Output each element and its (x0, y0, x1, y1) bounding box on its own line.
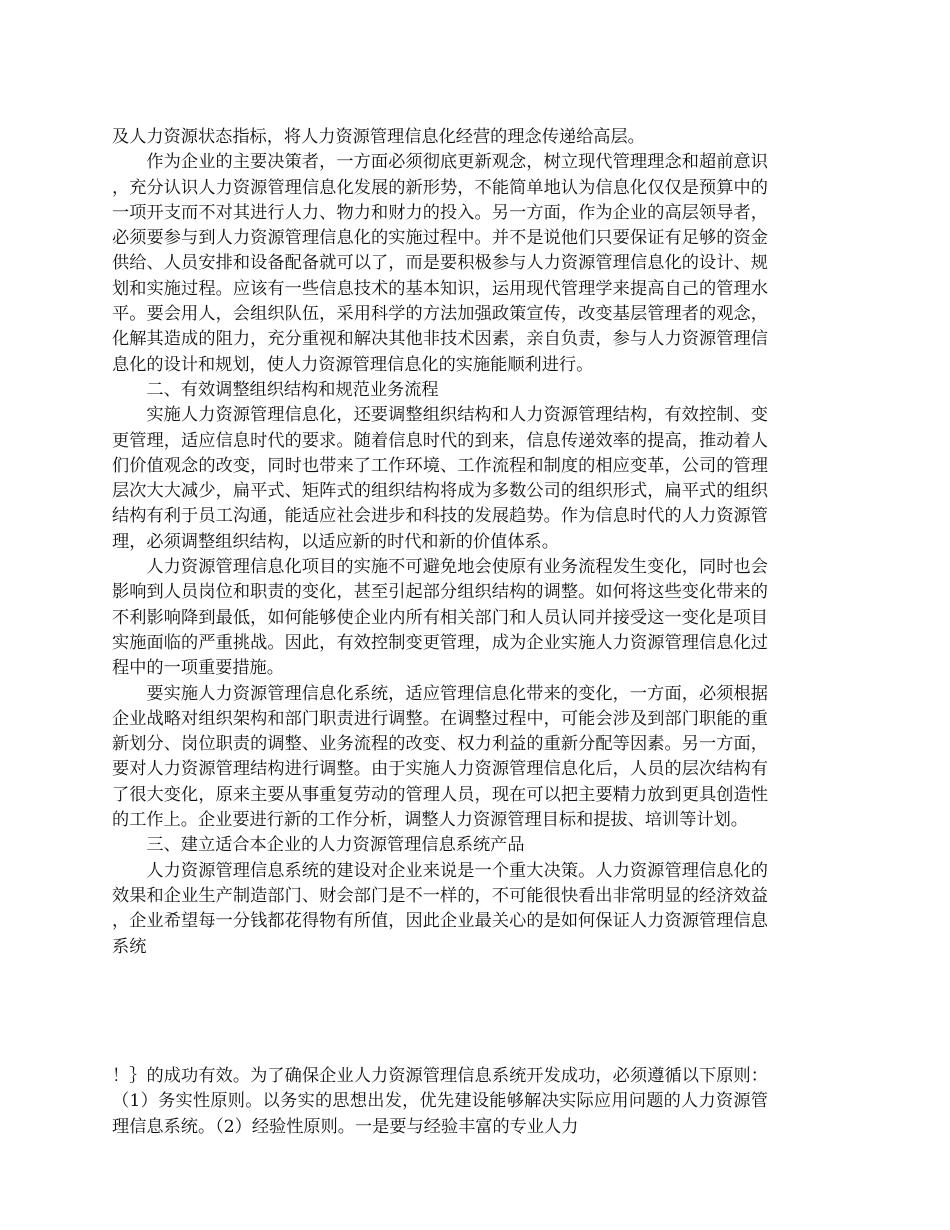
paragraph-system-build: 人力资源管理信息系统的建设对企业来说是一个重大决策。人力资源管理信息化的效果和企业生产制造部门、财会部门是不一样的，不可能很快看出非常明显的经济效益，企业希望每一分钱都花得物有所值，因此企业最关心的是如何保证人力资源管理信息系统 (112, 860, 768, 957)
paragraph-org-structure: 实施人力资源管理信息化，还要调整组织结构和人力资源管理结构，有效控制、变更管理，适应信息时代的要求。随着信息时代的到来，信息传递效率的提高，推动着人们价值观念的改变，同时也带来了工作环境、工作流程和制度的相应变革，公司的管理层次大大减少，扁平式、矩阵式的组织结构将成为多数公司的组织形式，扁平式的组织结构有利于员工沟通，能适应社会进步和科技的发展趋势。作为信息时代的人力资源管理，必须调整组织结构，以适应新的时代和新的价值体系。 (112, 405, 768, 552)
document-tail (112, 1064, 768, 1140)
paragraph-principles: ！｝的成功有效。为了确保企业人力资源管理信息系统开发成功，必须遵循以下原则：（1）务实性原则。以务实的思想出发，优先建设能够解决实际应用问题的人力资源管理信息系统。（2）经验性原则。一是要与经验丰富的专业人力 (112, 1066, 768, 1137)
paragraph-leadership: 作为企业的主要决策者，一方面必须彻底更新观念，树立现代管理理念和超前意识，充分认识人力资源管理信息化发展的新形势，不能简单地认为信息化仅仅是预算中的一项开支而不对其进行人力、物力和财力的投入。另一方面，作为企业的高层领导者，必须要参与到人力资源管理信息化的实施过程中。并不是说他们只要保证有足够的资金供给、人员安排和设备配备就可以了，而是要积极参与人力资源管理信息化的设计、规划和实施过程。应该有一些信息技术的基本知识，运用现代管理学来提高自己的管理水平。要会用人，会组织队伍，采用科学的方法加强政策宣传，改变基层管理者的观念，化解其造成的阻力，充分重视和解决其他非技术因素，亲自负责，参与人力资源管理信息化的设计和规划，使人力资源管理信息化的实施能顺利进行。 (112, 152, 768, 375)
paragraph-process-change: 人力资源管理信息化项目的实施不可避免地会使原有业务流程发生变化，同时也会影响到人员岗位和职责的变化，甚至引起部分组织结构的调整。如何将这些变化带来的不利影响降到最低，如何能够使企业内所有相关部门和人员认同并接受这一变化是项目实施面临的严重挑战。因此，有效控制变更管理，成为企业实施人力资源管理信息化过程中的一项重要措施。 (112, 557, 768, 679)
section-heading-3: 三、建立适合本企业的人力资源管理信息系统产品 (146, 835, 525, 856)
paragraph-continuation: 及人力资源状态指标，将人力资源管理信息化经营的理念传递给高层。 (112, 127, 645, 147)
paragraph-implementation: 要实施人力资源管理信息化系统，适应管理信息化带来的变化，一方面，必须根据企业战略对组织架构和部门职责进行调整。在调整过程中，可能会涉及到部门职能的重新划分、岗位职责的调整、业务流程的改变、权力利益的重新分配等因素。另一方面，要对人力资源管理结构进行调整。由于实施人力资源管理信息化后，人员的层次结构有了很大变化，原来主要从事重复劳动的管理人员，现在可以把主要精力放到更具创造性的工作上。企业要进行新的工作分析，调整人力资源管理目标和提拔、培训等计划。 (112, 683, 768, 831)
document-body (112, 125, 768, 960)
section-heading-2: 二、有效调整组织结构和规范业务流程 (146, 379, 439, 400)
